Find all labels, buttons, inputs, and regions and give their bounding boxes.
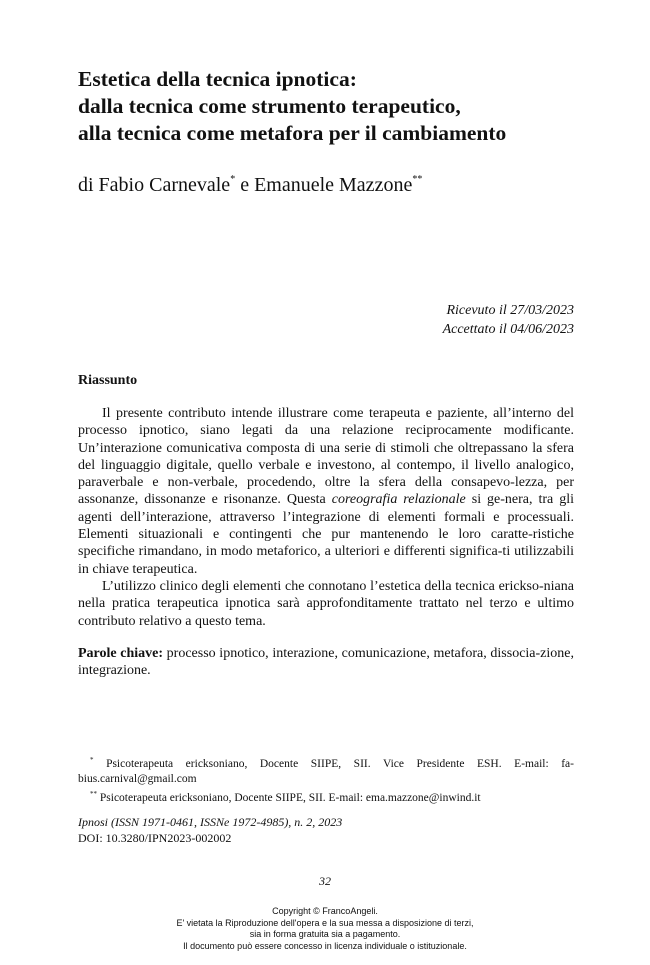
journal-doi: DOI: 10.3280/IPN2023-002002 [78,830,232,845]
abstract-p1-emphasis: coreografia relazionale [331,492,466,508]
abstract-heading: Riassunto [78,373,138,388]
title-line-3: alla tecnica come metafora per il cambiamento [78,121,507,145]
abstract-p1-end: si ge-nera, tra gli agenti dell’interazione, attraverso l’integrazione di elementi formali e processuali. Elementi situazionali e contingenti che pur mantenendo le loro caratte-ristiche specifiche rimandano, in modo metaforico, a ulteriori e differenti significa-ti utilizzabili in chiave terapeutica. [78,492,574,577]
title-line-1: Estetica della tecnica ipnotica: [78,67,357,91]
author-line [78,174,422,197]
keywords-text: processo ipnotico, interazione, comunicazione, metafora, dissocia-zione, integrazione. [78,646,574,679]
abstract-body [78,405,574,630]
footnotes [78,753,574,807]
footnote-1-mark: * [90,756,94,764]
footnote-1 [78,753,574,787]
footnote-1-text: Psicoterapeuta ericksoniano, Docente SIIPE, SII. Vice Presidente ESH. E-mail: fa-bius.carnival@gmail.com [78,758,574,786]
page-number: 32 [319,874,331,888]
journal-info [78,815,342,846]
abstract-p1-start: Il presente contributo intende illustrare come terapeuta e paziente, all’interno del processo ipnotico, siano legati da una relazione reciprocamente modificante. Un’interazione comunicativa composta di una serie di stimoli che oltrepassano la sfera del linguaggio digitale, quello verbale e investono, al contempo, il livello analogico, paraverbale e non-verbale, procedendo, oltre la sfera della consapevo-lezza, per assonanze, dissonanze e risonanze. Questa [78,406,574,508]
accepted-date: Accettato il 04/06/2023 [442,322,574,337]
submission-dates [443,301,574,339]
copyright-line-1: Copyright © FrancoAngeli. [272,906,378,916]
footnote-2 [78,787,574,806]
author-middle: e Emanuele Mazzone [235,174,413,196]
abstract-paragraph-2: L’utilizzo clinico degli elementi che connotano l’estetica della tecnica erickso-niana nella pratica terapeutica ipnotica sarà approfonditamente trattato nel terzo e ultimo contributo relativo a questo tema. [78,578,574,629]
title-line-2: dalla tecnica come strumento terapeutico, [78,94,461,118]
footnote-2-mark: ** [90,790,97,799]
footnote-2-text: Psicoterapeuta ericksoniano, Docente SIIPE, SII. E-mail: ema.mazzone@inwind.it [97,792,481,805]
copyright-line-2: E' vietata la Riproduzione dell'opera e la sua messa a disposizione di terzi, [176,917,474,928]
journal-citation: Ipnosi (ISSN 1971-0461, ISSNe 1972-4985), n. 2, 2023 [78,815,343,829]
author1-footnote-mark: * [230,174,236,185]
keywords-label: Parole chiave: [78,646,164,661]
article-title [78,66,598,147]
author-prefix: di Fabio Carnevale [78,174,231,196]
copyright-line-3: sia in forma gratuita sia a pagamento. [249,929,401,939]
received-date: Ricevuto il 27/03/2023 [446,303,574,318]
copyright-notice [0,906,650,952]
abstract-paragraph-1 [78,405,574,578]
copyright-line-4: Il documento può essere concesso in licenza individuale o istituzionale. [183,940,467,951]
author2-footnote-mark: ** [412,174,423,185]
keywords [78,645,574,680]
